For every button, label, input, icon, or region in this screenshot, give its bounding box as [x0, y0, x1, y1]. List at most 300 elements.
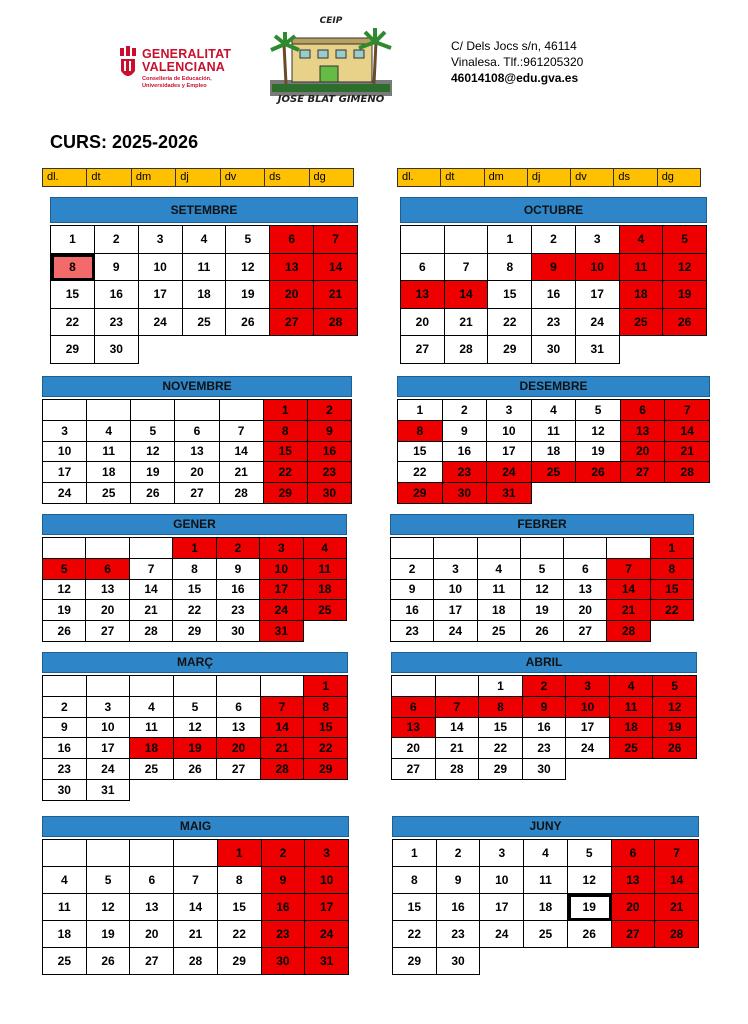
day-cell[interactable]: 12: [568, 867, 612, 894]
day-cell[interactable]: 23: [532, 309, 576, 337]
day-cell[interactable]: 30: [95, 336, 139, 364]
day-cell[interactable]: 23: [437, 921, 481, 948]
day-cell[interactable]: 17: [566, 718, 610, 739]
day-cell[interactable]: 8: [51, 254, 95, 282]
day-cell[interactable]: 19: [663, 281, 707, 309]
day-cell[interactable]: 4: [620, 226, 664, 254]
day-cell[interactable]: 27: [401, 336, 445, 364]
day-cell[interactable]: 30: [532, 336, 576, 364]
day-cell[interactable]: 3: [566, 676, 610, 697]
day-cell[interactable]: 1: [479, 676, 523, 697]
day-cell[interactable]: 20: [130, 921, 174, 948]
day-cell[interactable]: 15: [393, 894, 437, 921]
day-cell[interactable]: 24: [487, 462, 532, 483]
day-cell[interactable]: 5: [131, 421, 175, 442]
day-cell[interactable]: 26: [576, 462, 621, 483]
day-cell[interactable]: 1: [304, 676, 348, 697]
day-cell[interactable]: 10: [43, 442, 87, 463]
day-cell[interactable]: 4: [478, 559, 521, 580]
day-cell[interactable]: 19: [174, 738, 218, 759]
day-cell[interactable]: 18: [620, 281, 664, 309]
day-cell[interactable]: 1: [393, 840, 437, 867]
day-cell[interactable]: 20: [401, 309, 445, 337]
day-cell[interactable]: 27: [130, 948, 174, 975]
day-cell[interactable]: 15: [304, 718, 348, 739]
day-cell[interactable]: 15: [218, 894, 262, 921]
day-cell[interactable]: 19: [131, 462, 175, 483]
day-cell[interactable]: 7: [261, 697, 305, 718]
day-cell[interactable]: 21: [445, 309, 489, 337]
day-cell[interactable]: 26: [521, 621, 564, 642]
day-cell[interactable]: 24: [87, 759, 131, 780]
day-cell[interactable]: 14: [220, 442, 264, 463]
day-cell[interactable]: 16: [443, 442, 488, 463]
day-cell[interactable]: 22: [173, 600, 216, 621]
day-cell[interactable]: 4: [43, 867, 87, 894]
day-cell[interactable]: 22: [398, 462, 443, 483]
day-cell[interactable]: 1: [264, 400, 308, 421]
day-cell[interactable]: 30: [262, 948, 306, 975]
day-cell[interactable]: 10: [576, 254, 620, 282]
day-cell[interactable]: 20: [621, 442, 666, 463]
day-cell[interactable]: 1: [218, 840, 262, 867]
day-cell[interactable]: 11: [43, 894, 87, 921]
day-cell[interactable]: 21: [174, 921, 218, 948]
day-cell[interactable]: 18: [130, 738, 174, 759]
day-cell[interactable]: 2: [308, 400, 352, 421]
day-cell[interactable]: 2: [262, 840, 306, 867]
day-cell[interactable]: 28: [665, 462, 710, 483]
day-cell[interactable]: 26: [131, 483, 175, 504]
day-cell[interactable]: 27: [564, 621, 607, 642]
day-cell[interactable]: 24: [434, 621, 477, 642]
day-cell[interactable]: 24: [566, 738, 610, 759]
day-cell[interactable]: 25: [43, 948, 87, 975]
day-cell[interactable]: 7: [220, 421, 264, 442]
day-cell[interactable]: 1: [398, 400, 443, 421]
day-cell[interactable]: 30: [523, 759, 567, 780]
day-cell[interactable]: 24: [43, 483, 87, 504]
day-cell[interactable]: 27: [86, 621, 129, 642]
day-cell[interactable]: 23: [43, 759, 87, 780]
day-cell[interactable]: 14: [314, 254, 358, 282]
day-cell[interactable]: 26: [226, 309, 270, 337]
day-cell[interactable]: 21: [314, 281, 358, 309]
day-cell[interactable]: 17: [87, 738, 131, 759]
day-cell[interactable]: 8: [218, 867, 262, 894]
day-cell[interactable]: 19: [653, 718, 697, 739]
day-cell[interactable]: 15: [173, 580, 216, 601]
day-cell[interactable]: 2: [391, 559, 434, 580]
day-cell[interactable]: 10: [87, 718, 131, 739]
day-cell[interactable]: 22: [264, 462, 308, 483]
day-cell[interactable]: 19: [87, 921, 131, 948]
day-cell[interactable]: 4: [532, 400, 577, 421]
day-cell[interactable]: 11: [524, 867, 568, 894]
day-cell[interactable]: 16: [437, 894, 481, 921]
day-cell[interactable]: 21: [130, 600, 173, 621]
day-cell[interactable]: 3: [43, 421, 87, 442]
day-cell[interactable]: 24: [480, 921, 524, 948]
day-cell[interactable]: 28: [607, 621, 650, 642]
day-cell[interactable]: 8: [264, 421, 308, 442]
day-cell[interactable]: 15: [651, 580, 694, 601]
day-cell[interactable]: 30: [308, 483, 352, 504]
day-cell[interactable]: 19: [43, 600, 86, 621]
day-cell[interactable]: 20: [217, 738, 261, 759]
day-cell[interactable]: 28: [314, 309, 358, 337]
day-cell[interactable]: 5: [663, 226, 707, 254]
day-cell[interactable]: 21: [665, 442, 710, 463]
day-cell[interactable]: 19: [226, 281, 270, 309]
day-cell[interactable]: 15: [488, 281, 532, 309]
day-cell[interactable]: 7: [130, 559, 173, 580]
day-cell[interactable]: 2: [43, 697, 87, 718]
day-cell[interactable]: 20: [612, 894, 656, 921]
day-cell[interactable]: 8: [393, 867, 437, 894]
day-cell[interactable]: 28: [174, 948, 218, 975]
day-cell[interactable]: 7: [174, 867, 218, 894]
day-cell[interactable]: 23: [391, 621, 434, 642]
day-cell[interactable]: 21: [220, 462, 264, 483]
day-cell[interactable]: 17: [434, 600, 477, 621]
day-cell[interactable]: 9: [43, 718, 87, 739]
day-cell[interactable]: 27: [175, 483, 219, 504]
day-cell[interactable]: 10: [566, 697, 610, 718]
day-cell[interactable]: 26: [87, 948, 131, 975]
day-cell[interactable]: 12: [653, 697, 697, 718]
day-cell[interactable]: 28: [220, 483, 264, 504]
day-cell[interactable]: 17: [139, 281, 183, 309]
day-cell[interactable]: 15: [479, 718, 523, 739]
day-cell[interactable]: 13: [86, 580, 129, 601]
day-cell[interactable]: 10: [305, 867, 349, 894]
day-cell[interactable]: 31: [487, 483, 532, 504]
day-cell[interactable]: 6: [86, 559, 129, 580]
day-cell[interactable]: 8: [651, 559, 694, 580]
day-cell[interactable]: 17: [480, 894, 524, 921]
day-cell[interactable]: 25: [130, 759, 174, 780]
day-cell[interactable]: 2: [437, 840, 481, 867]
day-cell[interactable]: 28: [445, 336, 489, 364]
day-cell[interactable]: 14: [436, 718, 480, 739]
day-cell[interactable]: 16: [308, 442, 352, 463]
day-cell[interactable]: 6: [564, 559, 607, 580]
day-cell[interactable]: 29: [393, 948, 437, 975]
day-cell[interactable]: 11: [87, 442, 131, 463]
day-cell[interactable]: 6: [217, 697, 261, 718]
day-cell[interactable]: 9: [437, 867, 481, 894]
day-cell[interactable]: 19: [576, 442, 621, 463]
day-cell[interactable]: 2: [532, 226, 576, 254]
day-cell[interactable]: 15: [398, 442, 443, 463]
day-cell[interactable]: 3: [139, 226, 183, 254]
day-cell[interactable]: 4: [183, 226, 227, 254]
day-cell[interactable]: 7: [665, 400, 710, 421]
day-cell[interactable]: 29: [479, 759, 523, 780]
day-cell[interactable]: 25: [620, 309, 664, 337]
day-cell[interactable]: 23: [262, 921, 306, 948]
day-cell[interactable]: 25: [304, 600, 347, 621]
day-cell[interactable]: 20: [270, 281, 314, 309]
day-cell[interactable]: 16: [523, 718, 567, 739]
day-cell[interactable]: 9: [532, 254, 576, 282]
day-cell[interactable]: 26: [43, 621, 86, 642]
day-cell[interactable]: 9: [308, 421, 352, 442]
day-cell[interactable]: 2: [443, 400, 488, 421]
day-cell[interactable]: 3: [305, 840, 349, 867]
day-cell[interactable]: 12: [663, 254, 707, 282]
day-cell[interactable]: 31: [305, 948, 349, 975]
day-cell[interactable]: 22: [651, 600, 694, 621]
day-cell[interactable]: 29: [304, 759, 348, 780]
day-cell[interactable]: 2: [523, 676, 567, 697]
day-cell[interactable]: 16: [95, 281, 139, 309]
day-cell[interactable]: 17: [487, 442, 532, 463]
day-cell[interactable]: 18: [532, 442, 577, 463]
day-cell[interactable]: 13: [217, 718, 261, 739]
day-cell[interactable]: 22: [488, 309, 532, 337]
day-cell[interactable]: 13: [564, 580, 607, 601]
day-cell[interactable]: 15: [51, 281, 95, 309]
day-cell[interactable]: 25: [478, 621, 521, 642]
day-cell[interactable]: 18: [610, 718, 654, 739]
day-cell[interactable]: 3: [480, 840, 524, 867]
day-cell[interactable]: 7: [314, 226, 358, 254]
day-cell[interactable]: 8: [479, 697, 523, 718]
day-cell[interactable]: 9: [523, 697, 567, 718]
day-cell[interactable]: 29: [173, 621, 216, 642]
day-cell[interactable]: 30: [43, 780, 87, 801]
day-cell[interactable]: 4: [304, 538, 347, 559]
day-cell[interactable]: 25: [532, 462, 577, 483]
day-cell[interactable]: 24: [576, 309, 620, 337]
day-cell[interactable]: 23: [308, 462, 352, 483]
day-cell[interactable]: 15: [264, 442, 308, 463]
day-cell[interactable]: 6: [401, 254, 445, 282]
day-cell[interactable]: 27: [270, 309, 314, 337]
day-cell[interactable]: 6: [175, 421, 219, 442]
day-cell[interactable]: 17: [305, 894, 349, 921]
day-cell[interactable]: 18: [43, 921, 87, 948]
day-cell[interactable]: 13: [175, 442, 219, 463]
day-cell[interactable]: 14: [174, 894, 218, 921]
day-cell[interactable]: 8: [173, 559, 216, 580]
day-cell[interactable]: 22: [393, 921, 437, 948]
day-cell[interactable]: 30: [437, 948, 481, 975]
day-cell[interactable]: 1: [51, 226, 95, 254]
day-cell[interactable]: 11: [478, 580, 521, 601]
day-cell[interactable]: 28: [130, 621, 173, 642]
day-cell[interactable]: 14: [130, 580, 173, 601]
day-cell[interactable]: 4: [87, 421, 131, 442]
day-cell[interactable]: 31: [576, 336, 620, 364]
day-cell[interactable]: 12: [131, 442, 175, 463]
day-cell[interactable]: 30: [443, 483, 488, 504]
day-cell[interactable]: 22: [218, 921, 262, 948]
day-cell[interactable]: 13: [621, 421, 666, 442]
day-cell[interactable]: 7: [655, 840, 699, 867]
day-cell[interactable]: 12: [43, 580, 86, 601]
day-cell[interactable]: 16: [43, 738, 87, 759]
day-cell[interactable]: 12: [174, 718, 218, 739]
day-cell[interactable]: 2: [217, 538, 260, 559]
day-cell[interactable]: 1: [651, 538, 694, 559]
day-cell[interactable]: 26: [663, 309, 707, 337]
day-cell[interactable]: 23: [95, 309, 139, 337]
day-cell[interactable]: 11: [620, 254, 664, 282]
day-cell[interactable]: 24: [305, 921, 349, 948]
day-cell[interactable]: 16: [532, 281, 576, 309]
day-cell[interactable]: 24: [139, 309, 183, 337]
day-cell[interactable]: 25: [183, 309, 227, 337]
day-cell[interactable]: 11: [183, 254, 227, 282]
day-cell[interactable]: 11: [532, 421, 577, 442]
day-cell[interactable]: 11: [610, 697, 654, 718]
day-cell[interactable]: 13: [612, 867, 656, 894]
day-cell[interactable]: 29: [488, 336, 532, 364]
day-cell[interactable]: 29: [398, 483, 443, 504]
day-cell[interactable]: 25: [87, 483, 131, 504]
day-cell[interactable]: 4: [130, 697, 174, 718]
day-cell[interactable]: 8: [398, 421, 443, 442]
day-cell[interactable]: 13: [401, 281, 445, 309]
day-cell[interactable]: 30: [217, 621, 260, 642]
day-cell[interactable]: 26: [568, 921, 612, 948]
day-cell[interactable]: 20: [175, 462, 219, 483]
day-cell[interactable]: 22: [304, 738, 348, 759]
day-cell[interactable]: 4: [610, 676, 654, 697]
day-cell[interactable]: 29: [218, 948, 262, 975]
day-cell[interactable]: 29: [51, 336, 95, 364]
day-cell[interactable]: 22: [51, 309, 95, 337]
day-cell[interactable]: 9: [443, 421, 488, 442]
day-cell[interactable]: 11: [130, 718, 174, 739]
day-cell[interactable]: 23: [443, 462, 488, 483]
day-cell[interactable]: 25: [610, 738, 654, 759]
day-cell[interactable]: 7: [445, 254, 489, 282]
day-cell[interactable]: 18: [478, 600, 521, 621]
day-cell[interactable]: 17: [260, 580, 303, 601]
day-cell[interactable]: 31: [87, 780, 131, 801]
day-cell[interactable]: 20: [86, 600, 129, 621]
day-cell[interactable]: 13: [270, 254, 314, 282]
day-cell[interactable]: 7: [436, 697, 480, 718]
day-cell[interactable]: 23: [217, 600, 260, 621]
day-cell[interactable]: 24: [260, 600, 303, 621]
day-cell[interactable]: 19: [568, 894, 612, 921]
day-cell[interactable]: 10: [260, 559, 303, 580]
day-cell[interactable]: 5: [521, 559, 564, 580]
day-cell[interactable]: 14: [445, 281, 489, 309]
day-cell[interactable]: 7: [607, 559, 650, 580]
day-cell[interactable]: 14: [261, 718, 305, 739]
day-cell[interactable]: 3: [434, 559, 477, 580]
day-cell[interactable]: 17: [576, 281, 620, 309]
day-cell[interactable]: 21: [261, 738, 305, 759]
day-cell[interactable]: 18: [524, 894, 568, 921]
day-cell[interactable]: 27: [621, 462, 666, 483]
day-cell[interactable]: 6: [621, 400, 666, 421]
day-cell[interactable]: 9: [217, 559, 260, 580]
day-cell[interactable]: 12: [87, 894, 131, 921]
day-cell[interactable]: 27: [612, 921, 656, 948]
day-cell[interactable]: 10: [139, 254, 183, 282]
day-cell[interactable]: 13: [130, 894, 174, 921]
day-cell[interactable]: 16: [391, 600, 434, 621]
day-cell[interactable]: 5: [653, 676, 697, 697]
day-cell[interactable]: 9: [95, 254, 139, 282]
day-cell[interactable]: 9: [391, 580, 434, 601]
day-cell[interactable]: 12: [521, 580, 564, 601]
day-cell[interactable]: 21: [655, 894, 699, 921]
day-cell[interactable]: 18: [87, 462, 131, 483]
day-cell[interactable]: 18: [304, 580, 347, 601]
day-cell[interactable]: 22: [479, 738, 523, 759]
day-cell[interactable]: 10: [487, 421, 532, 442]
day-cell[interactable]: 20: [564, 600, 607, 621]
day-cell[interactable]: 14: [655, 867, 699, 894]
day-cell[interactable]: 16: [217, 580, 260, 601]
day-cell[interactable]: 6: [392, 697, 436, 718]
day-cell[interactable]: 5: [87, 867, 131, 894]
day-cell[interactable]: 19: [521, 600, 564, 621]
day-cell[interactable]: 21: [436, 738, 480, 759]
day-cell[interactable]: 5: [174, 697, 218, 718]
day-cell[interactable]: 14: [665, 421, 710, 442]
day-cell[interactable]: 26: [653, 738, 697, 759]
day-cell[interactable]: 31: [260, 621, 303, 642]
day-cell[interactable]: 23: [523, 738, 567, 759]
day-cell[interactable]: 28: [261, 759, 305, 780]
day-cell[interactable]: 18: [183, 281, 227, 309]
day-cell[interactable]: 3: [576, 226, 620, 254]
day-cell[interactable]: 16: [262, 894, 306, 921]
day-cell[interactable]: 2: [95, 226, 139, 254]
day-cell[interactable]: 5: [226, 226, 270, 254]
day-cell[interactable]: 8: [304, 697, 348, 718]
day-cell[interactable]: 5: [576, 400, 621, 421]
day-cell[interactable]: 6: [612, 840, 656, 867]
day-cell[interactable]: 9: [262, 867, 306, 894]
day-cell[interactable]: 28: [436, 759, 480, 780]
day-cell[interactable]: 10: [434, 580, 477, 601]
day-cell[interactable]: 12: [576, 421, 621, 442]
day-cell[interactable]: 8: [488, 254, 532, 282]
day-cell[interactable]: 26: [174, 759, 218, 780]
day-cell[interactable]: 25: [524, 921, 568, 948]
day-cell[interactable]: 13: [392, 718, 436, 739]
day-cell[interactable]: 28: [655, 921, 699, 948]
day-cell[interactable]: 5: [568, 840, 612, 867]
day-cell[interactable]: 6: [130, 867, 174, 894]
day-cell[interactable]: 1: [173, 538, 216, 559]
day-cell[interactable]: 3: [260, 538, 303, 559]
day-cell[interactable]: 27: [217, 759, 261, 780]
day-cell[interactable]: 1: [488, 226, 532, 254]
day-cell[interactable]: 6: [270, 226, 314, 254]
day-cell[interactable]: 14: [607, 580, 650, 601]
day-cell[interactable]: 17: [43, 462, 87, 483]
day-cell[interactable]: 29: [264, 483, 308, 504]
day-cell[interactable]: 3: [87, 697, 131, 718]
day-cell[interactable]: 4: [524, 840, 568, 867]
day-cell[interactable]: 11: [304, 559, 347, 580]
day-cell[interactable]: 12: [226, 254, 270, 282]
day-cell[interactable]: 3: [487, 400, 532, 421]
day-cell[interactable]: 20: [392, 738, 436, 759]
day-cell[interactable]: 21: [607, 600, 650, 621]
